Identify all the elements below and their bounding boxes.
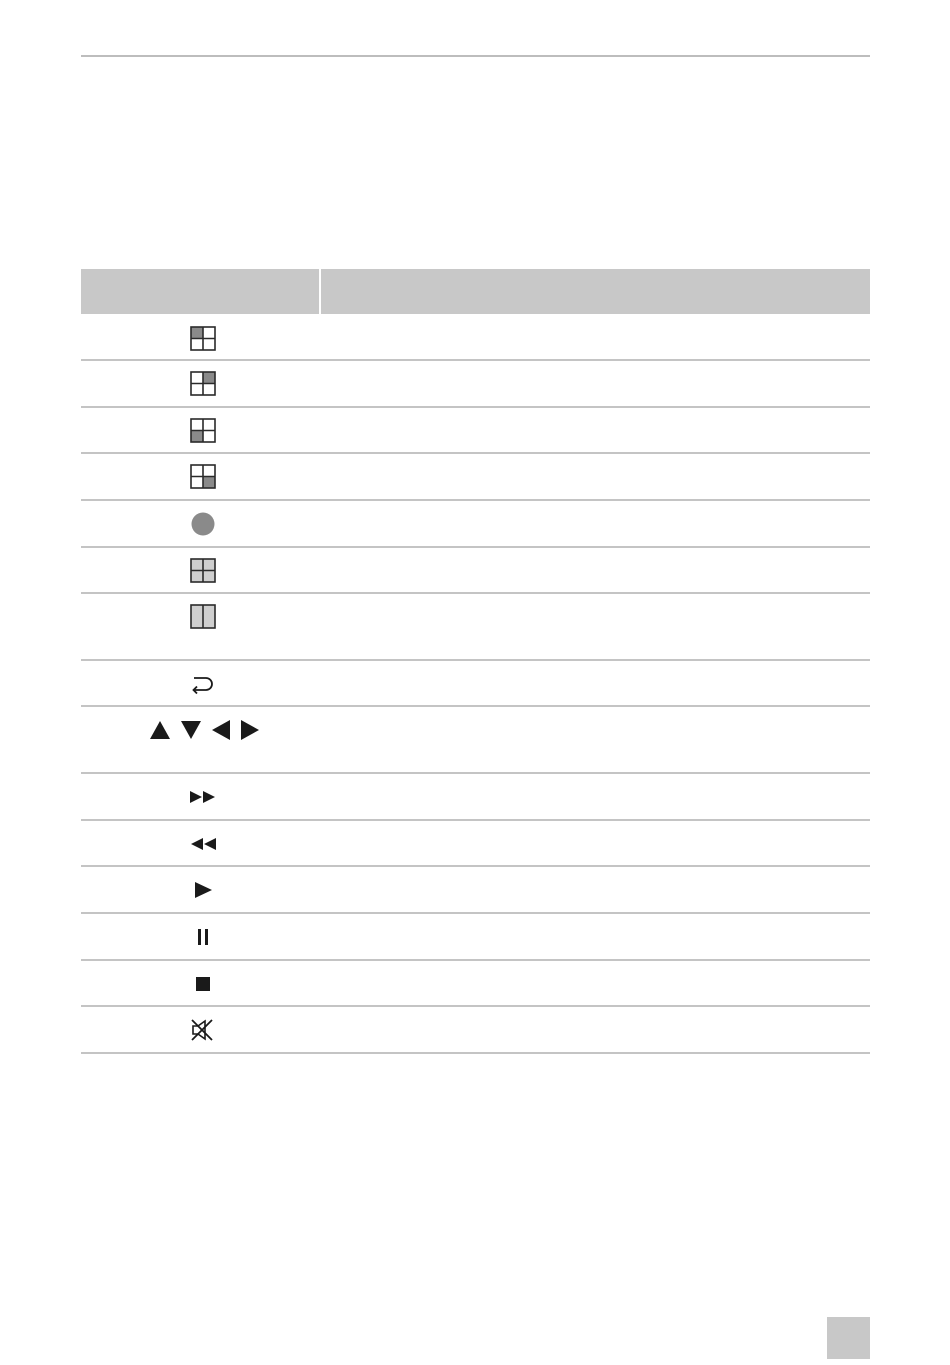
mute-icon [190,1018,216,1042]
header-cell-function [321,269,870,314]
table-row [81,867,870,914]
arrow-right-icon [240,719,260,741]
quad-split-bottom-left-highlighted-icon [190,418,216,443]
arrow-left-icon [211,719,231,741]
table-row [81,548,870,594]
arrow-up-icon [149,720,171,740]
key-function-table [81,269,870,1054]
stop-icon [195,976,211,992]
rewind-icon [189,836,217,852]
arrow-down-icon [180,720,202,740]
table-row [81,361,870,408]
dual-split-icon [190,604,216,629]
fast-forward-icon [189,789,217,805]
table-row [81,661,870,707]
record-circle-icon [190,511,216,537]
table-row [81,454,870,501]
table-row [81,594,870,661]
quad-split-top-right-highlighted-icon [190,371,216,396]
table-row [81,1007,870,1054]
page-number-tab [827,1317,870,1359]
table-row [81,961,870,1007]
top-rule [81,55,870,57]
quad-split-all-icon [190,558,216,583]
table-row [81,707,870,774]
table-row [81,408,870,454]
quad-split-bottom-right-highlighted-icon [190,464,216,489]
table-row [81,774,870,821]
return-icon [190,672,216,696]
table-row [81,914,870,961]
quad-split-top-left-highlighted-icon [190,326,216,351]
table-row [81,501,870,548]
header-cell-key [81,269,321,314]
pause-icon [196,928,210,946]
table-row [81,821,870,867]
play-icon [193,881,213,899]
table-row [81,314,870,361]
arrow-keys-icon [81,707,324,752]
table-header [81,269,870,314]
